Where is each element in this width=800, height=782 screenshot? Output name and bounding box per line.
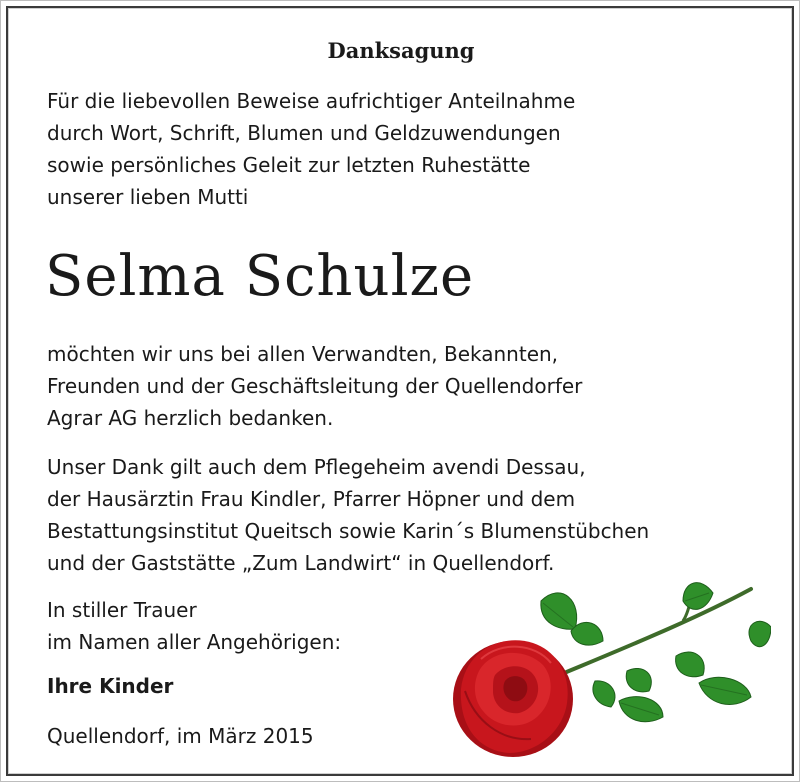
mourning-line: In stiller Trauer xyxy=(47,598,197,622)
further-thanks-line: Unser Dank gilt auch dem Pflegeheim avendi Dessau, xyxy=(47,455,586,479)
place-date: Quellendorf, im März 2015 xyxy=(47,724,314,748)
thanks-line: möchten wir uns bei allen Verwandten, Bekannten, xyxy=(47,342,559,366)
red-rose-icon xyxy=(451,571,771,771)
intro-line: Für die liebevollen Beweise aufrichtiger Anteilnahme xyxy=(47,89,576,113)
thanks-paragraph xyxy=(47,338,582,434)
further-thanks-line: der Hausärztin Frau Kindler, Pfarrer Höpner und dem xyxy=(47,487,576,511)
further-thanks-line: Bestattungsinstitut Queitsch sowie Karin´s Blumenstübchen xyxy=(47,519,650,543)
mourning-paragraph xyxy=(47,594,341,658)
heading: Danksagung xyxy=(327,38,475,63)
intro-line: durch Wort, Schrift, Blumen und Geldzuwendungen xyxy=(47,121,561,145)
further-thanks-paragraph xyxy=(47,451,649,579)
thanks-line: Agrar AG herzlich bedanken. xyxy=(47,406,334,430)
deceased-name: Selma Schulze xyxy=(45,244,475,309)
thanks-line: Freunden und der Geschäftsleitung der Quellendorfer xyxy=(47,374,583,398)
signature: Ihre Kinder xyxy=(47,674,174,698)
intro-line: sowie persönliches Geleit zur letzten Ruhestätte xyxy=(47,153,531,177)
intro-line: unserer lieben Mutti xyxy=(47,185,249,209)
further-thanks-line: und der Gaststätte „Zum Landwirt“ in Quellendorf. xyxy=(47,551,555,575)
intro-paragraph xyxy=(47,85,575,213)
mourning-line: im Namen aller Angehörigen: xyxy=(47,630,342,654)
